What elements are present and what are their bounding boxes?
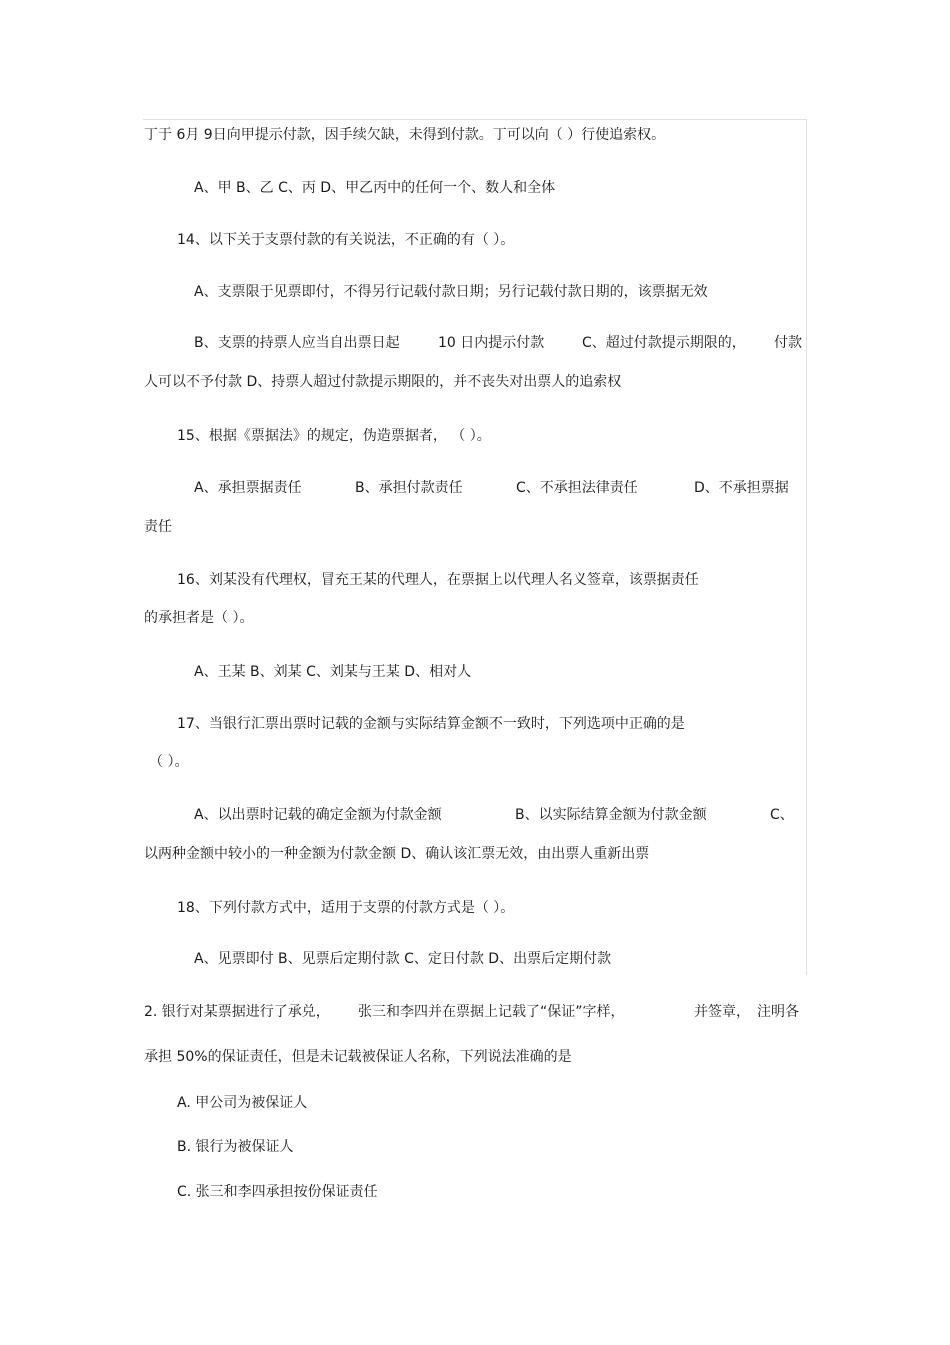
- question-2-stem-part-1: 2. 银行对某票据进行了承兑，: [144, 1004, 330, 1020]
- question-16-options: A、王某 B、刘某 C、刘某与王某 D、相对人: [194, 664, 472, 680]
- question-14-option-b: B、支票的持票人应当自出票日起: [194, 335, 400, 351]
- page-frame-right-border: [806, 119, 807, 975]
- question-15-option-a: A、承担票据责任: [194, 480, 302, 496]
- question-2-stem-line: [0, 1002, 950, 1022]
- question-18-stem: 18、下列付款方式中，适用于支票的付款方式是（ ）。: [177, 900, 515, 916]
- question-2-stem-part-4: 注明各: [757, 1004, 799, 1020]
- question-2-option-a: A. 甲公司为被保证人: [177, 1095, 308, 1111]
- question-15-option-d: D、不承担票据: [694, 480, 789, 496]
- question-15-option-b: B、承担付款责任: [355, 480, 463, 496]
- question-2-option-b: B. 银行为被保证人: [177, 1139, 294, 1155]
- question-17-option-c-d: 以两种金额中较小的一种金额为付款金额 D、确认该汇票无效，由出票人重新出票: [144, 846, 650, 862]
- question-16-stem: 16、刘某没有代理权，冒充王某的代理人，在票据上以代理人名义签章，该票据责任: [177, 572, 699, 588]
- question-17-option-a: A、以出票时记载的确定金额为付款金额: [194, 807, 442, 823]
- question-17-stem: 17、当银行汇票出票时记载的金额与实际结算金额不一致时，下列选项中正确的是: [177, 716, 685, 732]
- question-2-stem-part-3: 并签章，: [694, 1004, 750, 1020]
- question-17-option-c-label: C、: [770, 807, 794, 823]
- question-15-options-line: [0, 478, 950, 498]
- question-13-options: A、甲 B、乙 C、丙 D、甲乙丙中的任何一个、数人和全体: [194, 180, 556, 196]
- question-16-stem-wrap: 的承担者是（ ）。: [144, 610, 254, 626]
- question-14-option-a: A、支票限于见票即付，不得另行记载付款日期；另行记载付款日期的，该票据无效: [194, 284, 708, 300]
- question-14-option-b-period: 10 日内提示付款: [438, 335, 545, 351]
- question-17-options-line: [0, 805, 950, 825]
- question-15-option-d-wrap: 责任: [144, 519, 172, 535]
- question-14-option-c-d: 人可以不予付款 D、持票人超过付款提示期限的，并不丧失对出票人的追索权: [144, 374, 622, 390]
- question-17-stem-wrap: （ ）。: [149, 754, 189, 770]
- page-frame-top-border: [143, 119, 807, 120]
- question-14-option-c: C、超过付款提示期限的，: [582, 335, 746, 351]
- question-17-option-b: B、以实际结算金额为付款金额: [515, 807, 707, 823]
- question-13-continuation: 丁于 6月 9日向甲提示付款，因手续欠缺，未得到付款。丁可以向（ ）行使追索权。: [144, 127, 666, 143]
- question-15-stem: 15、根据《票据法》的规定，伪造票据者， （ ）。: [177, 428, 491, 444]
- question-14-option-c-wrap: 付款: [774, 335, 802, 351]
- question-14-option-b-line: [0, 333, 950, 353]
- question-14-stem: 14、以下关于支票付款的有关说法，不正确的有（ ）。: [177, 232, 515, 248]
- question-2-stem-part-2: 张三和李四并在票据上记载了“保证”字样，: [358, 1004, 625, 1020]
- question-18-options: A、见票即付 B、见票后定期付款 C、定日付款 D、出票后定期付款: [194, 951, 612, 967]
- question-2-stem-wrap: 承担 50%的保证责任，但是未记载被保证人名称，下列说法准确的是: [144, 1049, 572, 1065]
- question-15-option-c: C、不承担法律责任: [516, 480, 638, 496]
- question-2-option-c: C. 张三和李四承担按份保证责任: [177, 1184, 378, 1200]
